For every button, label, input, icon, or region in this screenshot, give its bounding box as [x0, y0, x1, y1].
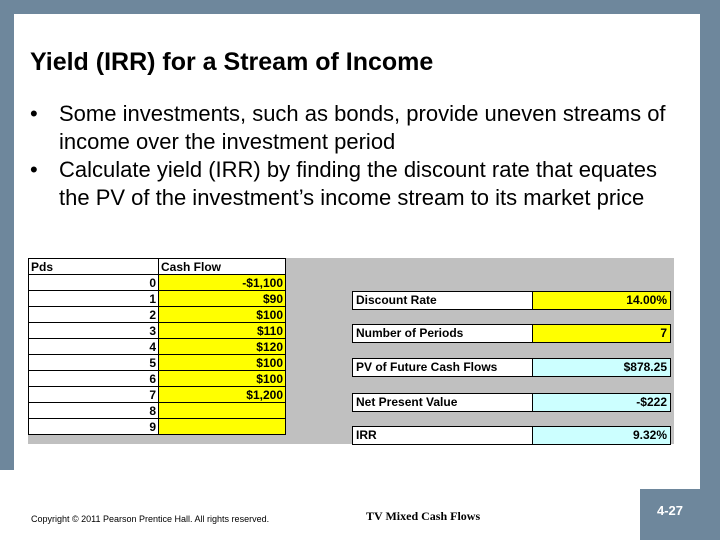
discount-rate-row — [352, 291, 671, 310]
cashflow-cell: $120 — [159, 339, 286, 355]
copyright-text: Copyright © 2011 Pearson Prentice Hall. All rights reserved. — [31, 514, 270, 524]
top-border — [0, 0, 720, 14]
bullet-item: • Calculate yield (IRR) by finding the discount rate that equates the PV of the investment’s income stream to its market price — [28, 156, 688, 212]
section-title: TV Mixed Cash Flows — [366, 509, 481, 523]
result-value: 7 — [533, 325, 670, 342]
cashflow-cell: $100 — [159, 355, 286, 371]
table-row — [29, 323, 286, 339]
period-cell: 7 — [29, 387, 159, 403]
pv-future-cash-flows-row — [352, 358, 671, 377]
table-row — [29, 355, 286, 371]
period-cell: 3 — [29, 323, 159, 339]
result-label: PV of Future Cash Flows — [353, 359, 533, 376]
period-cell: 0 — [29, 275, 159, 291]
result-value: 14.00% — [533, 292, 670, 309]
cashflow-cell: $90 — [159, 291, 286, 307]
period-cell: 9 — [29, 419, 159, 435]
table-row — [29, 387, 286, 403]
result-value: $878.25 — [533, 359, 670, 376]
result-value: 9.32% — [533, 427, 670, 444]
cashflow-cell — [159, 403, 286, 419]
cashflow-cell: $110 — [159, 323, 286, 339]
table-row — [29, 403, 286, 419]
period-cell: 2 — [29, 307, 159, 323]
result-label: IRR — [353, 427, 533, 444]
result-label: Discount Rate — [353, 292, 533, 309]
cashflow-header: Cash Flow — [159, 259, 286, 275]
number-of-periods-row — [352, 324, 671, 343]
table-row — [29, 371, 286, 387]
table-row — [29, 275, 286, 291]
table-row — [29, 291, 286, 307]
cashflow-cell: $100 — [159, 307, 286, 323]
table-header-row — [29, 259, 286, 275]
result-value: -$222 — [533, 394, 670, 411]
spreadsheet — [28, 258, 674, 444]
period-cell: 8 — [29, 403, 159, 419]
cashflow-cell: $100 — [159, 371, 286, 387]
bullet-item: • Some investments, such as bonds, provide uneven streams of income over the investment period — [28, 100, 688, 156]
cashflow-table — [28, 258, 286, 435]
page-number: 4-27 — [640, 489, 700, 540]
slide-title: Yield (IRR) for a Stream of Income — [30, 48, 434, 76]
cashflow-cell: -$1,100 — [159, 275, 286, 291]
period-cell: 6 — [29, 371, 159, 387]
cashflow-cell: $1,200 — [159, 387, 286, 403]
pds-header: Pds — [29, 259, 159, 275]
net-present-value-row — [352, 393, 671, 412]
table-row — [29, 339, 286, 355]
result-label: Net Present Value — [353, 394, 533, 411]
table-row — [29, 419, 286, 435]
period-cell: 5 — [29, 355, 159, 371]
table-row — [29, 307, 286, 323]
cashflow-cell — [159, 419, 286, 435]
irr-row — [352, 426, 671, 445]
period-cell: 4 — [29, 339, 159, 355]
bullet-list — [28, 100, 688, 212]
period-cell: 1 — [29, 291, 159, 307]
right-border — [700, 0, 720, 540]
left-border — [0, 0, 14, 470]
result-label: Number of Periods — [353, 325, 533, 342]
